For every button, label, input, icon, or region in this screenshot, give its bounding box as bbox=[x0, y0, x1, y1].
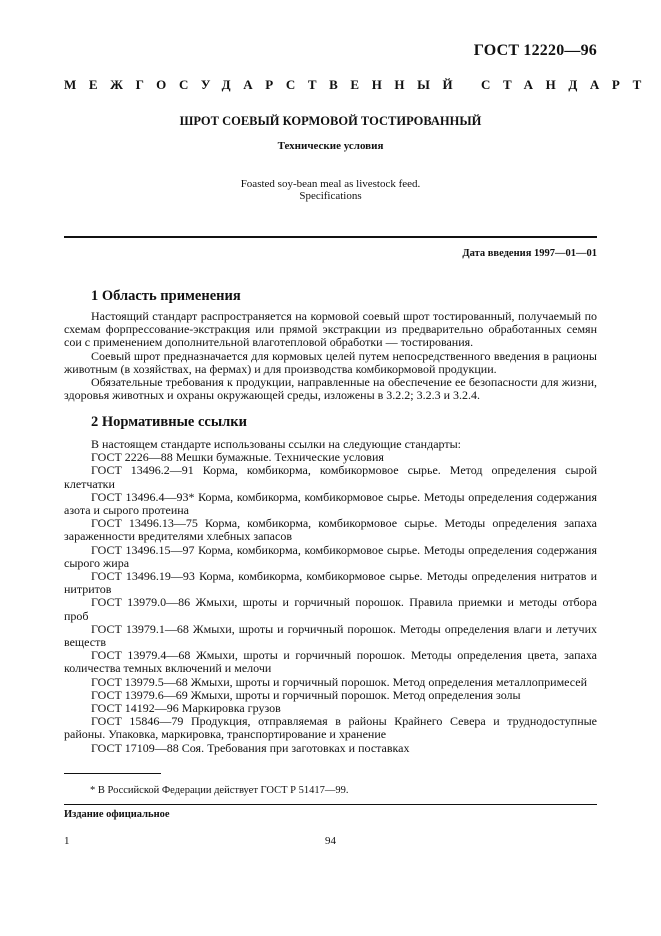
section1-paragraph: Соевый шрот предназначается для кормовых целей путем непосредственного введения в рационы животным (в хозяйствах, на фермах) и для производства комбикормовой продукции. bbox=[64, 348, 597, 376]
edition-number: 1 bbox=[64, 835, 70, 847]
section2-heading: 2 Нормативные ссылки bbox=[91, 414, 247, 430]
reference-item: ГОСТ 13496.19—93 Корма, комбикорма, комбикормовое сырье. Методы определения нитратов и нитритов bbox=[64, 569, 597, 597]
reference-item: ГОСТ 13496.2—91 Корма, комбикорма, комбикормовое сырье. Метод определения сырой клетчатки bbox=[64, 463, 597, 491]
footer-divider bbox=[64, 804, 597, 805]
reference-item: ГОСТ 13496.15—97 Корма, комбикорма, комбикормовое сырье. Методы определения содержания сырого жира bbox=[64, 542, 597, 570]
reference-item: ГОСТ 15846—79 Продукция, отправляемая в районы Крайнего Севера и труднодоступные районы. Упаковка, маркировка, транспортирование и хранение bbox=[64, 714, 597, 742]
english-title-line1: Foasted soy-bean meal as livestock feed. bbox=[240, 178, 421, 190]
reference-item: ГОСТ 2226—88 Мешки бумажные. Технические условия bbox=[91, 450, 384, 465]
title-divider bbox=[64, 236, 597, 238]
section1-body bbox=[64, 310, 597, 402]
footnote: * В Российской Федерации действует ГОСТ Р 51417—99. bbox=[90, 785, 349, 796]
reference-item: ГОСТ 13496.4—93* Корма, комбикорма, комбикормовое сырье. Методы определения содержания азота и сырого протеина bbox=[64, 489, 597, 518]
page-number: 94 bbox=[325, 835, 336, 847]
section1-heading: 1 Область применения bbox=[91, 288, 241, 304]
normative-references bbox=[64, 438, 597, 755]
english-title bbox=[0, 178, 661, 202]
reference-item: ГОСТ 14192—96 Маркировка грузов bbox=[91, 701, 281, 716]
section1-paragraph: Настоящий стандарт распространяется на кормовой соевый шрот тостированный, получаемый по схемам форпрессование-экстракция или прямой экстракции из предварительно обработанных семян сои с применением дополнительной влаготепловой обработки — тостирования. bbox=[64, 309, 597, 350]
document-title: ШРОТ СОЕВЫЙ КОРМОВОЙ ТОСТИРОВАННЫЙ bbox=[179, 114, 482, 128]
reference-item: ГОСТ 13979.6—69 Жмыхи, шроты и горчичный порошок. Метод определения золы bbox=[91, 687, 521, 702]
reference-item: ГОСТ 13979.0—86 Жмыхи, шроты и горчичный порошок. Правила приемки и методы отбора проб bbox=[64, 595, 597, 623]
introduction-date: Дата введения 1997—01—01 bbox=[462, 248, 597, 259]
gost-code: ГОСТ 12220—96 bbox=[473, 42, 597, 59]
footnote-divider bbox=[64, 773, 161, 774]
official-edition-label: Издание официальное bbox=[64, 809, 170, 820]
reference-item: ГОСТ 13979.4—68 Жмыхи, шроты и горчичный порошок. Методы определения цвета, запаха количества темных включений и мелочи bbox=[64, 648, 597, 676]
reference-item: ГОСТ 13979.1—68 Жмыхи, шроты и горчичный порошок. Методы определения влаги и летучих веществ bbox=[64, 621, 597, 650]
english-title-line2: Specifications bbox=[299, 190, 362, 202]
section1-paragraph: Обязательные требования к продукции, направленные на обеспечение ее безопасности для жизни, здоровья животных и охраны окружающей среды, изложены в 3.2.2; 3.2.3 и 3.2.4. bbox=[64, 375, 597, 403]
reference-item: ГОСТ 13496.13—75 Корма, комбикорма, комбикормовое сырье. Методы определения запаха зараженности вредителями хлебных запасов bbox=[64, 516, 597, 544]
document-subtitle: Технические условия bbox=[277, 140, 384, 152]
interstate-standard-banner: МЕЖГОСУДАРСТВЕННЫЙ СТАНДАРТ bbox=[64, 77, 654, 92]
reference-item: ГОСТ 17109—88 Соя. Требования при заготовках и поставках bbox=[91, 740, 410, 755]
reference-item: ГОСТ 13979.5—68 Жмыхи, шроты и горчичный порошок. Метод определения металлопримесей bbox=[91, 674, 588, 689]
references-intro: В настоящем стандарте использованы ссылки на следующие стандарты: bbox=[91, 437, 462, 451]
